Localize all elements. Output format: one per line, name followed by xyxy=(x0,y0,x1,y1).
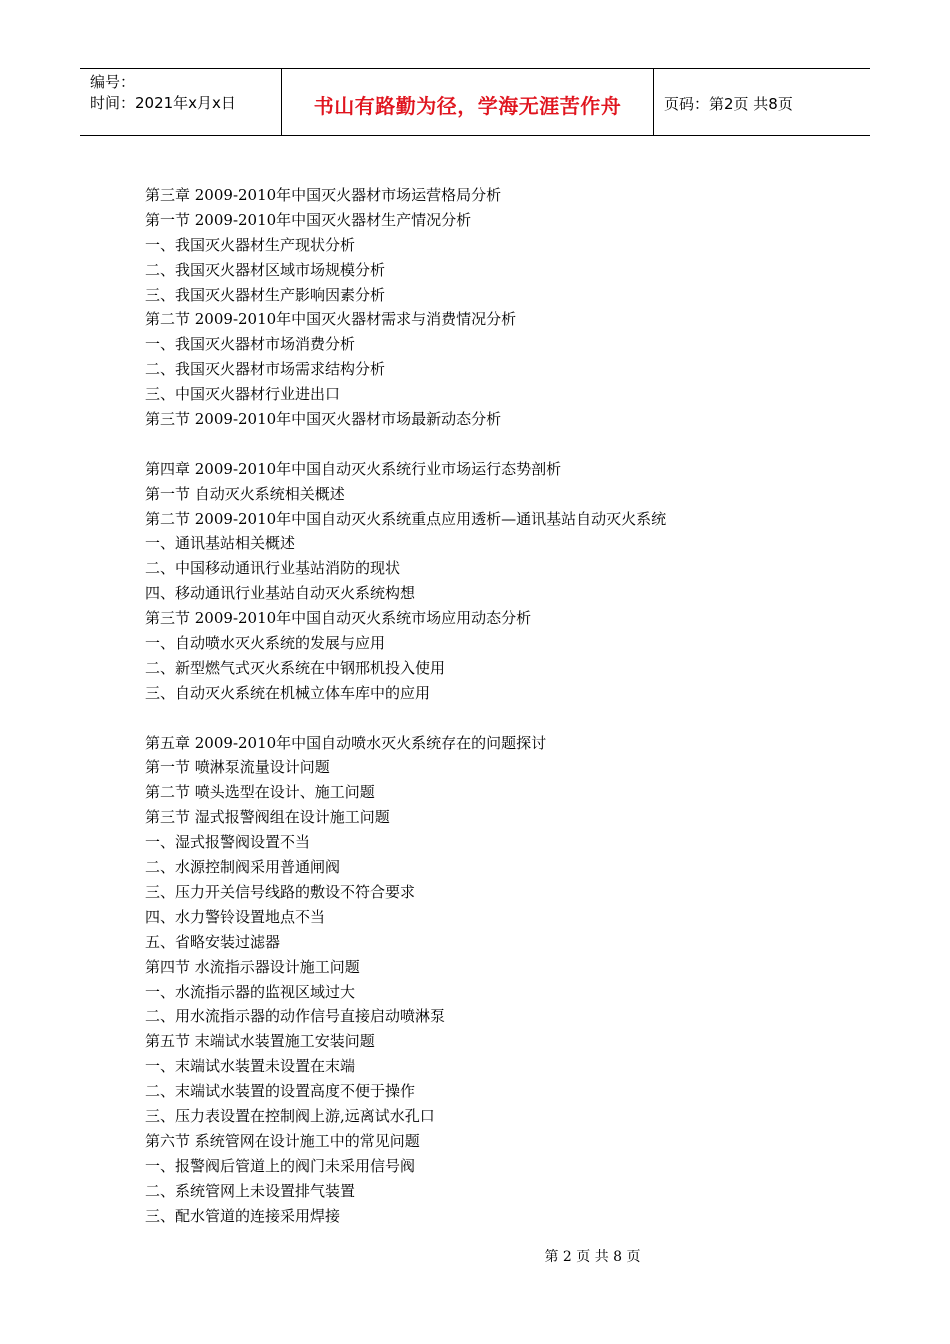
toc-line: 三、压力开关信号线路的敷设不符合要求 xyxy=(145,882,416,901)
toc-line: 三、自动灭火系统在机械立体车库中的应用 xyxy=(145,683,431,702)
toc-line: 第五章 2009-2010年中国自动喷水灭火系统存在的问题探讨 xyxy=(145,733,547,752)
toc-line: 第六节 系统管网在设计施工中的常见问题 xyxy=(145,1131,420,1150)
table-of-contents xyxy=(145,183,845,1228)
toc-line: 二、水源控制阀采用普通闸阀 xyxy=(145,858,341,877)
toc-line: 三、我国灭火器材生产影响因素分析 xyxy=(145,285,386,304)
page-header xyxy=(80,68,870,136)
toc-line: 五、省略安装过滤器 xyxy=(145,932,281,951)
toc-line: 第一节 喷淋泵流量设计问题 xyxy=(145,758,330,777)
toc-line: 一、通讯基站相关概述 xyxy=(145,534,296,553)
header-info-cell xyxy=(80,69,282,135)
header-code-label: 编号： xyxy=(90,73,136,91)
toc-line: 第一节 2009-2010年中国灭火器材生产情况分析 xyxy=(145,210,472,229)
toc-line: 第二节 2009-2010年中国自动灭火系统重点应用透析—通讯基站自动灭火系统 xyxy=(145,509,667,528)
toc-line: 第二节 喷头选型在设计、施工问题 xyxy=(145,783,375,802)
toc-line: 第一节 自动灭火系统相关概述 xyxy=(145,484,345,503)
toc-line: 第二节 2009-2010年中国灭火器材需求与消费情况分析 xyxy=(145,310,517,329)
header-date-label: 时间：2021年x月x日 xyxy=(90,94,236,112)
toc-line: 四、移动通讯行业基站自动灭火系统构想 xyxy=(145,584,416,603)
toc-line: 一、我国灭火器材生产现状分析 xyxy=(145,235,356,254)
toc-line: 第三节 2009-2010年中国自动灭火系统市场应用动态分析 xyxy=(145,609,532,628)
toc-spacer xyxy=(145,432,845,457)
toc-line: 第四节 水流指示器设计施工问题 xyxy=(145,957,360,976)
toc-line: 第三章 2009-2010年中国灭火器材市场运营格局分析 xyxy=(145,186,502,204)
toc-line: 三、中国灭火器材行业进出口 xyxy=(145,385,341,404)
toc-line: 二、我国灭火器材市场需求结构分析 xyxy=(145,360,386,379)
toc-line: 一、湿式报警阀设置不当 xyxy=(145,833,311,852)
toc-line: 三、压力表设置在控制阀上游,远离试水孔口 xyxy=(145,1106,435,1125)
toc-line: 二、用水流指示器的动作信号直接启动喷淋泵 xyxy=(145,1007,446,1026)
toc-line: 第三节 湿式报警阀组在设计施工问题 xyxy=(145,808,390,827)
header-motto-cell xyxy=(282,69,654,135)
toc-line: 一、水流指示器的监视区域过大 xyxy=(145,982,356,1001)
toc-line: 二、系统管网上未设置排气装置 xyxy=(145,1181,356,1200)
toc-line: 二、中国移动通讯行业基站消防的现状 xyxy=(145,559,401,578)
toc-line: 第四章 2009-2010年中国自动灭火系统行业市场运行态势剖析 xyxy=(145,459,562,478)
toc-line: 一、报警阀后管道上的阀门未采用信号阀 xyxy=(145,1156,416,1175)
header-motto: 书山有路勤为径，学海无涯苦作舟 xyxy=(313,93,622,118)
toc-line: 三、配水管道的连接采用焊接 xyxy=(145,1206,341,1225)
toc-line: 二、我国灭火器材区域市场规模分析 xyxy=(145,260,386,279)
toc-line: 四、水力警铃设置地点不当 xyxy=(145,907,326,926)
toc-line: 二、新型燃气式灭火系统在中钢邢机投入使用 xyxy=(145,658,446,677)
header-page-label: 页码：第2页 共8页 xyxy=(664,95,793,113)
toc-line: 第三节 2009-2010年中国灭火器材市场最新动态分析 xyxy=(145,410,502,429)
toc-line: 二、末端试水装置的设置高度不便于操作 xyxy=(145,1082,416,1101)
toc-line: 一、末端试水装置未设置在末端 xyxy=(145,1057,356,1076)
toc-line: 一、我国灭火器材市场消费分析 xyxy=(145,335,356,354)
page-footer xyxy=(0,1246,950,1266)
toc-line: 一、自动喷水灭火系统的发展与应用 xyxy=(145,634,386,653)
toc-spacer xyxy=(145,706,845,731)
toc-line: 第五节 末端试水装置施工安装问题 xyxy=(145,1032,375,1051)
header-page-cell xyxy=(654,69,870,135)
footer-page-number: 第 2 页 共 8 页 xyxy=(544,1249,641,1265)
